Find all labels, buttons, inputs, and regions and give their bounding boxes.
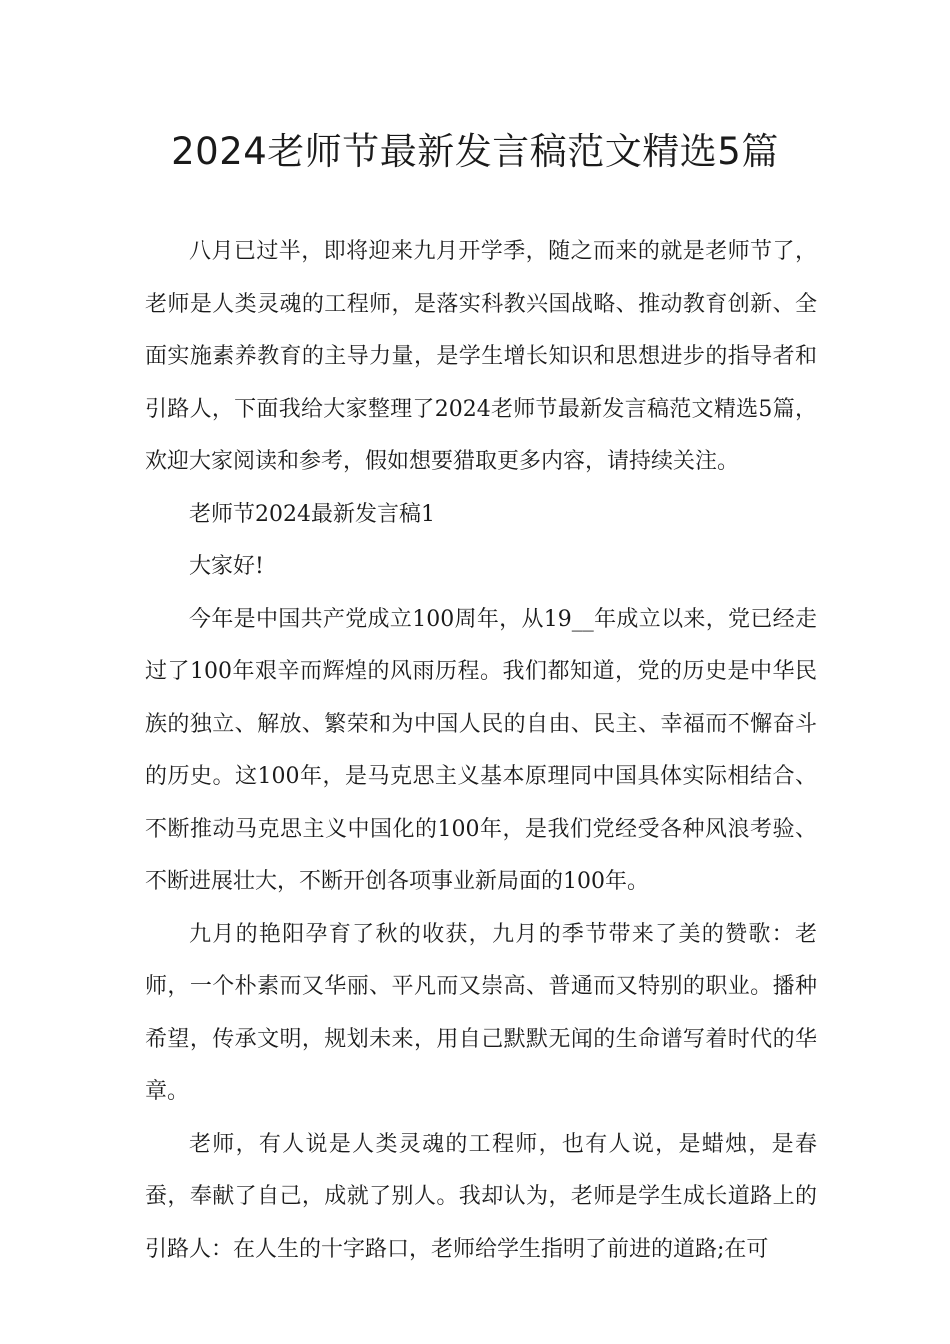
section-heading: 老师节2024最新发言稿1 bbox=[189, 501, 435, 527]
body-paragraph: 九月的艳阳孕育了秋的收获，九月的季节带来了美的赞歌：老师，一个朴素而又华丽、平凡而又崇高、普通而又特别的职业。播种希望，传承文明，规划未来，用自己默默无闻的生命谱写着时代的华章。 bbox=[145, 921, 817, 1104]
body-paragraph: 老师，有人说是人类灵魂的工程师，也有人说，是蜡烛，是春蚕，奉献了自己，成就了别人。我却认为，老师是学生成长道路上的引路人：在人生的十字路口，老师给学生指明了前进的道路;在可 bbox=[145, 1131, 817, 1262]
greeting-paragraph: 大家好! bbox=[189, 554, 264, 579]
document-body bbox=[145, 226, 817, 1276]
document-title: 2024老师节最新发言稿范文精选5篇 bbox=[171, 130, 779, 173]
intro-paragraph: 八月已过半，即将迎来九月开学季，随之而来的就是老师节了，老师是人类灵魂的工程师，是落实科教兴国战略、推动教育创新、全面实施素养教育的主导力量，是学生增长知识和思想进步的指导者和引路人，下面我给大家整理了2024老师节最新发言稿范文精选5篇，欢迎大家阅读和参考，假如想要猎取更多内容，请持续关注。 bbox=[145, 239, 817, 474]
body-paragraph: 今年是中国共产党成立100周年，从19__年成立以来，党已经走过了100年艰辛而辉煌的风雨历程。我们都知道，党的历史是中华民族的独立、解放、繁荣和为中国人民的自由、民主、幸福而不懈奋斗的历史。这100年，是马克思主义基本原理同中国具体实际相结合、不断推动马克思主义中国化的100年，是我们党经受各种风浪考验、不断进展壮大，不断开创各项事业新局面的100年。 bbox=[145, 606, 817, 894]
